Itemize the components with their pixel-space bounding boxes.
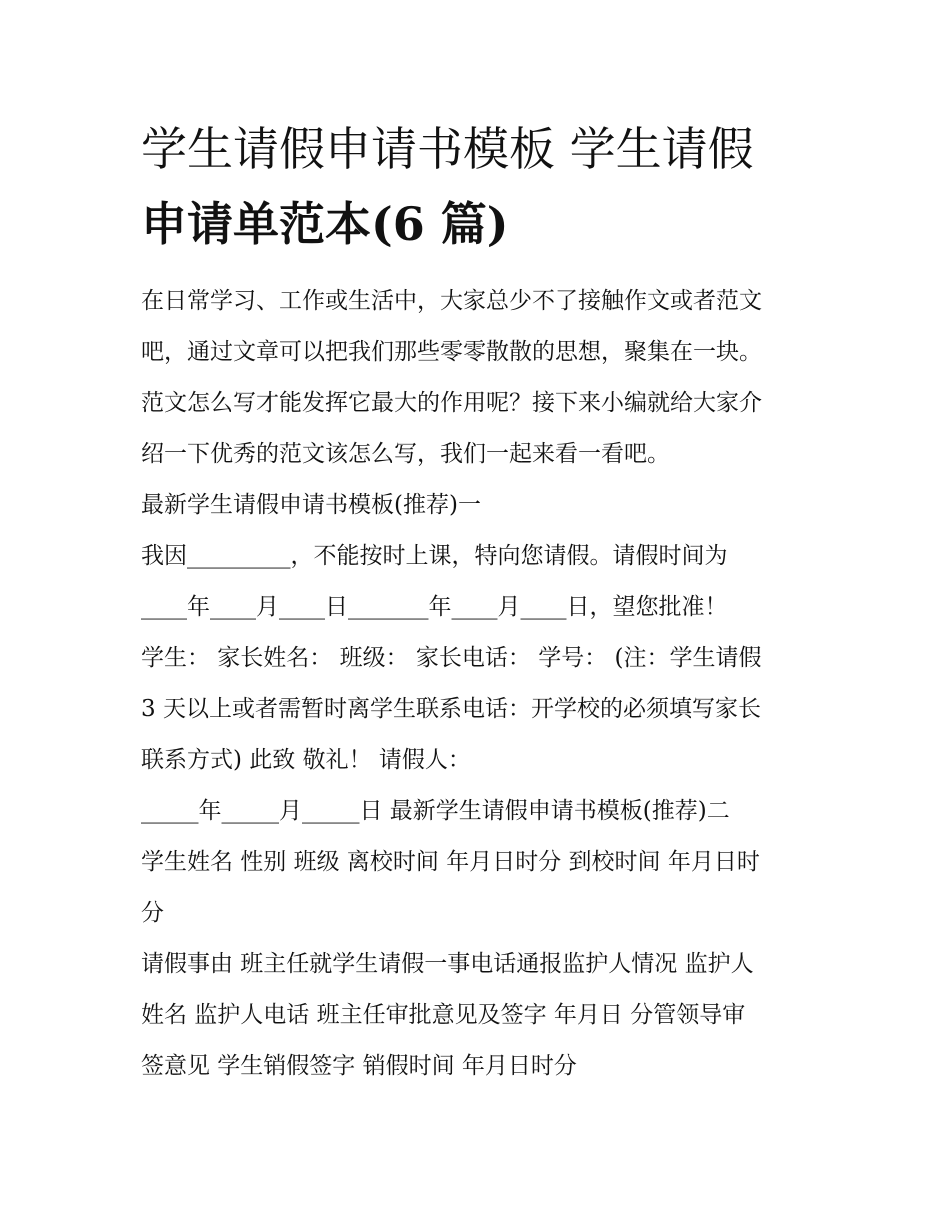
body-line-13: 分	[141, 900, 164, 926]
title-line-1: 学生请假申请书模板 学生请假	[141, 122, 754, 176]
document-title	[141, 112, 821, 262]
body-line-7: ____年____月____日_______年____月____日，望您批准！	[141, 594, 728, 620]
body-line-14: 请假事由 班主任就学生请假一事电话通报监护人情况 监护人	[141, 951, 754, 977]
body-line-12: 学生姓名 性别 班级 离校时间 年月日时分 到校时间 年月日时	[141, 849, 760, 875]
body-line-1: 在日常学习、工作或生活中，大家总少不了接触作文或者范文	[141, 288, 762, 314]
section-heading-1: 最新学生请假申请书模板(推荐)一	[141, 492, 481, 518]
body-line-15: 姓名 监护人电话 班主任审批意见及签字 年月日 分管领导审	[141, 1002, 746, 1028]
body-line-11: _____年_____月_____日 最新学生请假申请书模板(推荐)二	[141, 798, 730, 824]
body-line-6: 我因_________，不能按时上课，特向您请假。请假时间为	[141, 543, 728, 569]
body-line-2: 吧，通过文章可以把我们那些零零散散的思想，聚集在一块。	[141, 339, 762, 365]
body-line-10: 联系方式) 此致 敬礼！ 请假人：	[141, 747, 471, 773]
body-line-8: 学生： 家长姓名： 班级： 家长电话： 学号： (注：学生请假	[141, 645, 762, 671]
title-line-2-text: 申请单范本(6 篇)	[141, 197, 509, 251]
body-line-3: 范文怎么写才能发挥它最大的作用呢？接下来小编就给大家介	[141, 390, 762, 416]
document-content	[141, 112, 821, 1092]
body-line-9: 3 天以上或者需暂时离学生联系电话：开学校的必须填写家长	[141, 696, 761, 722]
body-line-16: 签意见 学生销假签字 销假时间 年月日时分	[141, 1053, 577, 1079]
title-line-2	[141, 187, 821, 262]
document-body	[141, 276, 821, 1092]
body-line-4: 绍一下优秀的范文该怎么写，我们一起来看一看吧。	[141, 441, 670, 467]
